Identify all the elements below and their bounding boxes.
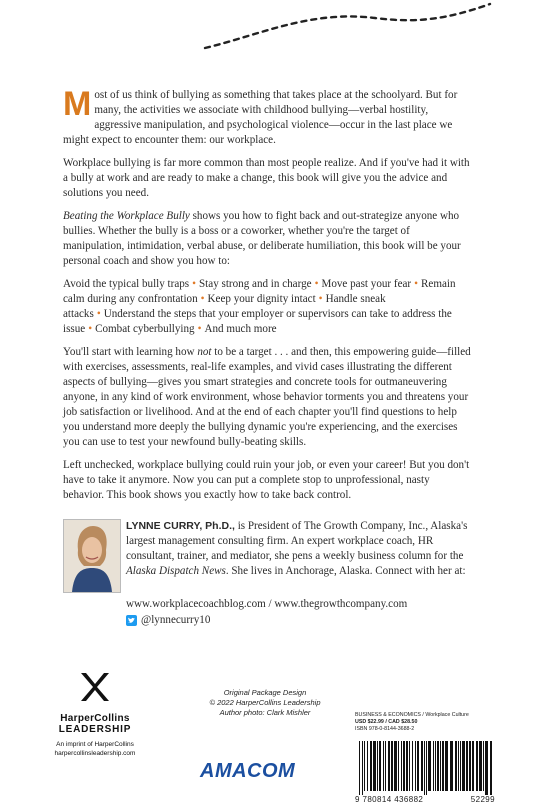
twitter-handle: @lynnecurry10 xyxy=(141,614,211,626)
imprint-note: An imprint of HarperCollins xyxy=(56,741,134,748)
barcode-bar xyxy=(379,741,381,791)
price-code: 52299 xyxy=(470,795,495,804)
publication-name: Alaska Dispatch News xyxy=(126,565,226,577)
twitter-icon xyxy=(126,615,137,626)
topic-item: Move past your fear xyxy=(321,278,412,290)
barcode-bar xyxy=(435,741,436,791)
book-category: BUSINESS & ECONOMICS / Workplace Culture xyxy=(355,712,469,718)
book-price: USD $22.99 / CAD $28.50 xyxy=(355,719,418,725)
ean-number: 9 780814 436882 xyxy=(355,795,424,804)
barcode-bar xyxy=(440,741,441,791)
topic-item: Handle sneak attacks xyxy=(63,293,386,320)
publisher-imprint-name: LEADERSHIP xyxy=(58,724,132,735)
bio-text-b: . She lives in Anchorage, Alaska. Connect with her at: xyxy=(225,565,466,577)
paragraph-4-text-b: to be a target . . . and then, this empowering guide—filled with exercises, assessments, real-life examples, and vivid cases illustrating the different aspects of bullying—gives you smart strategies and concrete tools for outmaneuvering anyone, in any kind of work environment, whose behavior torments you and threatens your job satisfaction or livelihood. And at the end of each chapter you'll find questions to help you understand more deeply the bullying dynamic you're experiencing, and the exercises you can use to test your newfound bully-beating skills. xyxy=(63,346,471,448)
bullet-separator: • xyxy=(197,323,202,335)
harpercollins-logo-icon xyxy=(78,670,112,704)
bullet-separator: • xyxy=(318,293,323,305)
barcode-bar xyxy=(385,741,386,791)
topic-item: Keep your dignity intact xyxy=(207,293,316,305)
barcode-bar xyxy=(370,741,372,791)
bio-text xyxy=(126,519,471,579)
paragraph-2: Workplace bullying is far more common than most people realize. And if you've had it with a bully at work and are ready to make a change, this book will give you the advice and solutions you need. xyxy=(63,157,470,199)
barcode-bar xyxy=(483,741,484,791)
barcode-bar xyxy=(445,741,448,791)
twitter-handle-row xyxy=(126,613,210,628)
barcode-bar xyxy=(479,741,482,791)
intro-text: ost of us think of bullying as something that takes place at the schoolyard. But for many, the activities we associate with childhood bullying—verbal hostility, aggressive manipulation, and psychological violence—occur in the last place we might expect to encounter them: our workplace. xyxy=(63,89,458,146)
paragraph-4 xyxy=(63,345,471,450)
barcode-bar xyxy=(373,741,376,791)
topic-item: Avoid the typical bully traps xyxy=(63,278,190,290)
barcode-bar xyxy=(421,741,423,791)
barcode-block xyxy=(355,712,495,804)
bullet-separator: • xyxy=(414,278,419,290)
barcode-bar xyxy=(437,741,439,791)
barcode-bar xyxy=(394,741,397,791)
barcode-bar xyxy=(362,741,363,795)
publisher-logo-block xyxy=(40,670,150,757)
barcode-bar xyxy=(391,741,393,791)
paragraph-3 xyxy=(63,209,471,269)
description-text xyxy=(63,85,471,511)
barcode-bar xyxy=(398,741,399,791)
barcode-bar xyxy=(426,741,427,795)
barcode-bar xyxy=(469,741,471,791)
barcode-bar xyxy=(417,741,419,791)
topic-item: And much more xyxy=(204,323,277,335)
dashed-arrow-decoration xyxy=(200,0,533,75)
barcode-bar xyxy=(364,741,365,791)
barcode-bar xyxy=(424,741,425,795)
bullet-separator: • xyxy=(314,278,319,290)
paragraph-5: Left unchecked, workplace bullying could ruin your job, or even your career! But you don't have to take it anymore. Now you can put a complete stop to unprofessional, nasty behavior. This book shows you exactly how to take back control. xyxy=(63,459,470,501)
barcode-bar xyxy=(388,741,390,791)
bio-text-a: is President of The Growth Company, Inc., Alaska's largest management consulting firm. An expert workplace coach, HR consultant, trainer, and mediator, she pens a weekly business column for the xyxy=(126,520,468,562)
isbn-barcode xyxy=(355,739,495,795)
barcode-bar xyxy=(409,741,410,791)
barcode-bar xyxy=(428,741,431,791)
cover-footer xyxy=(0,670,533,804)
topic-item: Understand the steps that your employer or supervisors can take to address the issue xyxy=(63,308,452,335)
barcode-bar xyxy=(367,741,368,791)
barcode-bar xyxy=(412,741,413,791)
barcode-bar xyxy=(466,741,468,791)
bullet-separator: • xyxy=(88,323,93,335)
author-photo xyxy=(63,519,121,593)
design-credits xyxy=(195,688,335,718)
topic-item: Combat cyberbullying xyxy=(95,323,195,335)
intro-paragraph xyxy=(63,85,471,148)
barcode-bar xyxy=(472,741,474,791)
book-title: Beating the Workplace Bully xyxy=(63,210,190,222)
barcode-bar xyxy=(490,741,492,795)
barcode-bar xyxy=(460,741,461,791)
barcode-bar xyxy=(450,741,453,791)
barcode-bar xyxy=(359,741,360,795)
photo-credit: Author photo: Clark Mishler xyxy=(219,708,311,717)
barcode-bar xyxy=(406,741,408,791)
barcode-bar xyxy=(401,741,402,791)
topic-item: Remain calm during any confrontation xyxy=(63,278,456,305)
paragraph-3-text: shows you how to fight back and out-strategize anyone who bullies. Whether the bully is a boss or a coworker, whether you're the target of manipulation, intimidation, verbal abuse, or deliberate humiliation, this book will be your personal coach and show you how to: xyxy=(63,210,461,267)
publisher-name: HarperCollins xyxy=(60,713,130,724)
dropcap-letter: M xyxy=(63,85,92,123)
barcode-bar xyxy=(383,741,384,791)
barcode-bar xyxy=(403,741,405,791)
author-urls: www.workplacecoachblog.com / www.thegrowthcompany.com xyxy=(126,598,408,610)
topic-item: Stay strong and in charge xyxy=(199,278,312,290)
bullet-separator: • xyxy=(96,308,101,320)
design-credit-1: Original Package Design xyxy=(223,688,307,697)
barcode-bar xyxy=(415,741,416,791)
amacom-logo: AMACOM xyxy=(200,760,296,782)
paragraph-4-italic: not xyxy=(197,346,212,358)
barcode-bar xyxy=(442,741,444,791)
barcode-bar xyxy=(476,741,478,791)
barcode-bar xyxy=(433,741,434,791)
paragraph-4-text-a: You'll start with learning how xyxy=(63,346,198,358)
design-credit-2: © 2022 HarperCollins Leadership xyxy=(209,698,321,707)
barcode-bar xyxy=(458,741,459,791)
bullet-separator: • xyxy=(200,293,205,305)
barcode-bar xyxy=(462,741,465,791)
barcode-bar xyxy=(485,741,488,795)
book-isbn: ISBN 978-0-8144-3688-2 xyxy=(355,726,415,732)
bullet-separator: • xyxy=(192,278,197,290)
topic-list xyxy=(63,277,471,337)
barcode-bar xyxy=(377,741,378,791)
author-name: LYNNE CURRY, Ph.D., xyxy=(126,520,235,532)
barcode-bar xyxy=(455,741,457,791)
publisher-url: harpercollinsleadership.com xyxy=(54,750,136,757)
